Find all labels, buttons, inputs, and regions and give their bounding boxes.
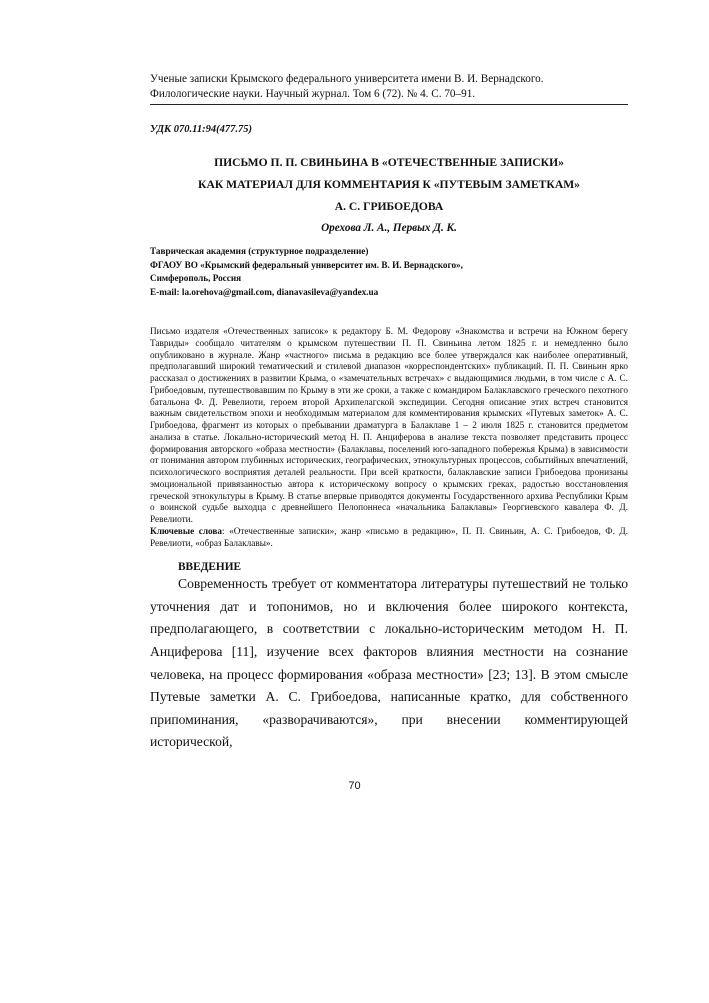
authors: Орехова Л. А., Первых Д. К. xyxy=(321,222,457,234)
page-number: 70 xyxy=(348,780,361,792)
keywords-label: Ключевые слова xyxy=(150,526,223,537)
body-paragraph: Современность требует от комментатора литературы путешествий не только уточнения дат и топонимов, но и включения более широкого контекста, предполагающего, в соответствии с локально-историческим методом Н. П. Анциферова [11], изучение всех факторов влияния местности на сознание человека, на процесс формирования «образа местности» [23; 13]. В этом смысле Путевые заметки А. С. Грибоедова, написанные кратко, для собственного припоминания, «разворачиваются», при внесении комментирующей исторической, xyxy=(150,576,628,750)
affiliation-line-3: Симферополь, Россия xyxy=(150,273,242,283)
page xyxy=(150,72,628,754)
affiliation xyxy=(150,245,628,299)
keywords xyxy=(150,527,628,551)
journal-line-2: Филологические науки. Научный журнал. Том 6 (72). № 4. С. 70–91. xyxy=(150,88,476,100)
title-line-2: КАК МАТЕРИАЛ ДЛЯ КОММЕНТАРИЯ К «ПУТЕВЫМ ЗАМЕТКАМ» xyxy=(198,178,580,191)
udc-code: УДК 070.11:94(477.75) xyxy=(150,124,252,135)
affiliation-email: E-mail: la.orehova@gmail.com, dianavasileva@yandex.ua xyxy=(150,286,379,297)
keywords-text: : «Отечественные записки», жанр «письмо в редакцию», П. П. Свиньин, А. С. Грибоедов, Ф. Д. Ревелиоти, «образ Балаклавы». xyxy=(150,526,628,549)
running-header xyxy=(150,72,628,102)
abstract: Письмо издателя «Отечественных записок» к редактору Б. М. Федорову «Знакомства и встречи на Южном берегу Тавриды» сообщало читателям о крымском путешествии П. П. Свиньина летом 1825 г. и немедленно было опубликовано в журнале. Жанр «частного» письма в редакцию все более утверждался как наиболее оперативный, предполагавший широкий тематический и стилевой диапазон «корреспондентских» публикаций. П. П. Свиньин ярко рассказал о достижениях в развитии Крыма, о «замечательных встречах» с выдающимися людьми, в том числе с А. С. Грибоедовым, путешествовавшим по Крыму в эти же сроки, а также с командиром Балаклавского греческого пехотного батальона Ф. Д. Ревелиоти, героем второй Архипелагской экспедиции. Сегодня описание этих встреч становится важным свидетельством эпохи и необходимым материалом для комментирования крымских «Путевых заметок» А. С. Грибоедова, фрагмент из которых о пребывании драматурга в Балаклаве 1 – 2 июля 1825 г. становится предметом анализа в статье. Локально-исторический метод Н. П. Анциферова в анализе текста позволяет представить процесс формирования авторского «образа местности» (Балаклавы, поселений юго-западного побережья Крыма) в зависимости от понимания автором глубинных исторических, географических, этнокультурных процессов, событийных впечатлений, психологического восприятия деталей реальности. При всей краткости, балаклавские записи Грибоедова пронизаны эмоциональной привязанностью автора к историческому вопросу о крымских греках, радостью восстановления греческой этнокультуры в Крыму. В статье впервые приводятся документы Государственного архива Республики Крым о воинской судьбе выходца с древнейшего Пелопоннеса «начальника Балаклавы» Георгиевского кавалера Ф. Д. Ревелиоти. xyxy=(150,327,628,525)
header-rule xyxy=(150,104,628,105)
title-line-1: ПИСЬМО П. П. СВИНЬИНА В «ОТЕЧЕСТВЕННЫЕ ЗАПИСКИ» xyxy=(214,156,564,169)
title-line-3: А. С. ГРИБОЕДОВА xyxy=(334,200,444,213)
affiliation-line-1: Таврическая академия (структурное подразделение) xyxy=(150,246,369,256)
journal-line-1: Ученые записки Крымского федерального университета имени В. И. Вернадского. xyxy=(150,73,544,85)
affiliation-line-2: ФГАОУ ВО «Крымский федеральный университет им. В. И. Вернадского», xyxy=(150,259,463,270)
article-title xyxy=(150,152,628,218)
section-heading: ВВЕДЕНИЕ xyxy=(178,561,242,574)
